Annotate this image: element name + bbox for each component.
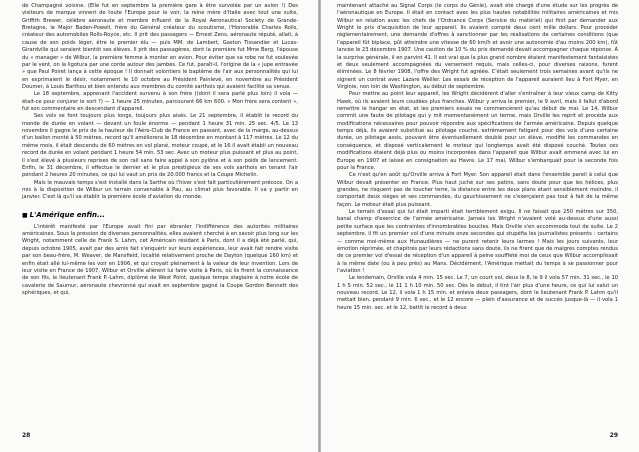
paragraph: L'intérêt manifesté par l'Europe avait fini par ébranler l'indifférence des autorités militaires américaines. Sous la pression de diverses personnalités, elles avaient cherché à en savoir plus long sur les Wright, notamment celle de Frank S. Lahm, cet Américain résidant à Paris, dont il a déjà été parlé, qui, depuis octobre 1905, avait par des amis fait s'enquérir sur leurs expériences, leur avait fait rendre visite par son beau-frère, M. Weaver, de Mansfield, localité relativement proche de Dayton (quelque 160 km) et enfin était allé lui-même les voir en 1906, et qui croyait pleinement à la valeur de leur invention. Lors de leur visite en France de 1907, Wilbur et Orville allèrent lui faire visite à Paris, où ils firent la connaissance de son fils, le lieutenant Frank P.-Lahm, diplômé de West Point, quelque temps stagiaire à notre école de cavalerie de Saumur, aéronaute chevronné qui avait en septembre gagné la Coupe Gordon Bennett des sphériques, et qui, — [22, 223, 298, 296]
paragraph: Pour mettre au point leur appareil, les Wright décidèrent d'aller s'entraîner à leur vieux camp de Kitty Hawk, où ils avaient leurs coudées plus franches. Wilbur y arriva le premier, le 9 avril, mais il fallut d'abord remettre le hangar en état, et les premiers essais ne commencèrent qu'au début de mai. Le 14, Wilbur commit une faute de pilotage qui y mit momentanément un terme, mais Orville les reprit et procéda aux modifications nécessaires pour pouvoir répondre aux spécifications de l'armée américaine. Depuis quelque temps déjà, ils avaient substitué au pilotage couché, extrêmement fatigant pour des vols d'une certaine durée, un pilotage assis, pouvant être éventuellement doublé pour un élève, modifié les commandes en conséquence, et disposé verticalement le moteur qui longtemps avait été disposé couché. Toutes ces modifications étaient déjà plus ou moins incorporées dans l'appareil que Wilbur avait emmené avec lui en Europe en 1907 et laissé en consignation au Havre. Le 17 mai, Wilbur s'embarquait pour la seconde fois pour la France. — [337, 91, 618, 171]
paragraph: de Champagné voisine. (Elle fut en septembre la première gare à être survolée par un avion !) Des visiteurs de marque vinrent de toute l'Europe pour le voir, la reine mère d'Italie avec tout une suite, Griffith Brewer, célèbre aéronaute et membre influent de la Royal Aeronautical Society de Grande-Bretagne, le Major Baden-Powell, frère du Général créateur du scoutisme, l'Honorable Charles Rolls, créateur des automobiles Rolls-Royce, etc. Il prit des passagers — Ernest Zens, aéronaute réputé, allait, à cause de son poids léger, être le premier élu — puis MM. de Lambert, Gaston Tissandier et Lucas-Girardville qui seraient bientôt ses élèves. Il prit des passagères, dont la première fut Mme Berg, l'épouse du « manager » de Wilbur, la première femme à monter en avion. Pour éviter que sa robe ne fut soulevée par le vent, on la ligotura par une corde autour des jambes. Ce fut, paraît-il, l'origine de la « jupe entravée » que Paul Poiret lança à cette époque ! Il donnait volontiers le baptême de l'air aux personnalités qui lui en exprimaient le désir, notamment le 10 octobre au Président Painlevé, en novembre au Président Doumer, à Louis Barthou et bien entendu aux membres du comité sarthois qui avaient facilité sa venue. — [22, 3, 298, 90]
page-number: 28 — [22, 432, 31, 439]
paragraph: Le lendemain, Orville vola 4 min. 15 sec. Le 7, un court vol, deux le 8, le 9 il vola 57 min. 31 sec., le 10 1 h 5 min. 52 sec., le 11 1 h 10 min. 50 sec. Dès le début, il tint l'air plus d'une heure, ce qui lui valut un nouveau record. Le 12, il vola 1 h 15 min. et enleva deux passagers, dont le lieutenant Frank P. Lahm qu'il mettait bien, pendant 9 min. 6 sec., et le 12 encore — plein d'assurance et de succès jusque-là — il vola 1 heure 15 min. sec. et le 12, battit le record à deux — [337, 275, 618, 311]
paragraph: Ses vols se font toujours plus longs, toujours plus aisés. Le 21 septembre, il établit le record du monde de durée en volant — devant un foule énorme — pendant 1 heure 31 min. 25 sec. 4/5. Le 13 novembre il gagne le prix de la hauteur de l'Aéro-Club de France en passant, avec de la marge, au-dessus d'un ballon monté à 50 mètres, record qu'il améliorera le 18 décembre en montant à 117 mètres. Le 12 du même mois, il était descendu de 60 mètres en vol plané, moteur coupé, et le 16 il avait établi un nouveau record de durée en volant pendant 1 heure 54 min. 53 sec. Avec un moteur plus puissant et plus au point, il s'est élevé à plusieurs reprises de son rail sans faire appel à son pylône et à son poids de lancement. Enfin, le 31 décembre, il effectue le dernier et le plus prestigieux de ses vols sarthois en tenant l'air pendant 2 heures 20 minutes, ce qui lui vaut un prix de 20.000 francs et la Coupe Michelin. — [22, 113, 298, 179]
heading-bullet-icon: ■ — [22, 211, 28, 219]
paragraph: Le 18 septembre, apprenant l'accident survenu à son frère ((dont il sera parlé plus loin) il vola — était-ce pour conjurer le sort ?) — 1 heure 25 minutes, parcourant 66 km 600. « Mon frère sera content », fut son commentaire en descendant d'appareil. — [22, 91, 298, 113]
paragraph: Ce n'est qu'en août qu'Orville arriva à Fort Myer. Son appareil était dans l'ensemble pareil à celui que Wilbur devait présenter en France. Plus haut juché sur ses patins, sans doute pour que les hélices, plus grandes, ne risquent pas de toucher terre, la distance entre les deux plans étant sensiblement moindre, il comportait deux sièges et ses commandes, du gauchissement ne s'exerçaient pas tout à fait de la même façon. Le moteur était plus puissant. — [337, 172, 618, 208]
section-heading-text: L'Amérique enfin... — [29, 210, 105, 219]
paragraph: Mais le mauvais temps s'est installé dans la Sarthe où l'hiver s'est fait particulièrement précoce. On a mis à la disposition de Wilbur un terrain convenable à Pau, au climat plus favorable. Il va y partir en janvier. C'est là qu'il va établir la première école d'aviation du monde. — [22, 179, 298, 201]
section-heading — [22, 211, 298, 220]
right-text-column — [337, 3, 618, 312]
paragraph: maintenant attaché au Signal Corps (le corps du Génie), avait été chargé d'une étude sur les progrès de l'aéronautique en Europe. Il était en contact avec les plus hautes notabilités militaires américaines et mis Wilbur en relation avec les chefs de l'Ordnance Corps (Service du matériel) qui finit par demander aux Wright le prix d'acquisition de leur appareil. Ils avaient compté deux cent mille dollars. Pour procéder réglementairement, une demande d'offres à sanctionner par les réalisations de certaines conditions (que l'appareil fût biplace, pût atteindre une vitesse de 60 km/h et avoir une autonomie d'au moins 200 km), fût lancée le 23 décembre 1907. Une caution de 10 % du prix demandé devait accompagner chaque réponse. À la surprise générale, il en parvint 41. Il est vrai que la plus grand nombre étaient manifestement fantaisistes et deux seulement accompagnées du versement requis, mais celles-ci, pour diverses raisons, furent éliminées. Le 8 février 1908, l'offre des Wright fut agréée. C'était seulement trois semaines avant qu'ils ne signent un contrat avec Lazare Weiller. Les essais de réception de l'appareil auraient lieu à Fort Myer, en Virginie, non loin de Washington, au début de septembre. — [337, 3, 618, 90]
paragraph: Le terrain d'essai qui lui était imparti était terriblement exigu. Il ne faisait que 250 mètres sur 350, banal champ d'exercice de l'armée américaine. Jamais les Wright n'avaient volé au-dessus d'une aussi petite surface que les contraintes d'innombrables boucles. Mais Orville s'en accommoda tout de suite. Le 2 septembre, il fit un premier vol d'une minute onze secondes qui stupéfia les journalistes présents : certains — comme moi-même aux Hunaudières — ne purent retenir leurs larmes ! Mais les jours suivants, leur émotion réprimée, et chapitrés par leurs rédactions sans doute, ils ne firent que de maigres comptes rendus de ce premier vol d'essai de réception d'un appareil à peine souffleté moi de ceux que Wilbur accomplissait à la même date (ou à peu près) au Mans. Décidément, l'Amérique mettait du temps à se passionner pour l'aviation ! — [337, 209, 618, 274]
right-page — [321, 0, 639, 452]
left-page — [0, 0, 318, 452]
page-number: 29 — [609, 432, 618, 439]
left-text-column — [22, 3, 298, 297]
